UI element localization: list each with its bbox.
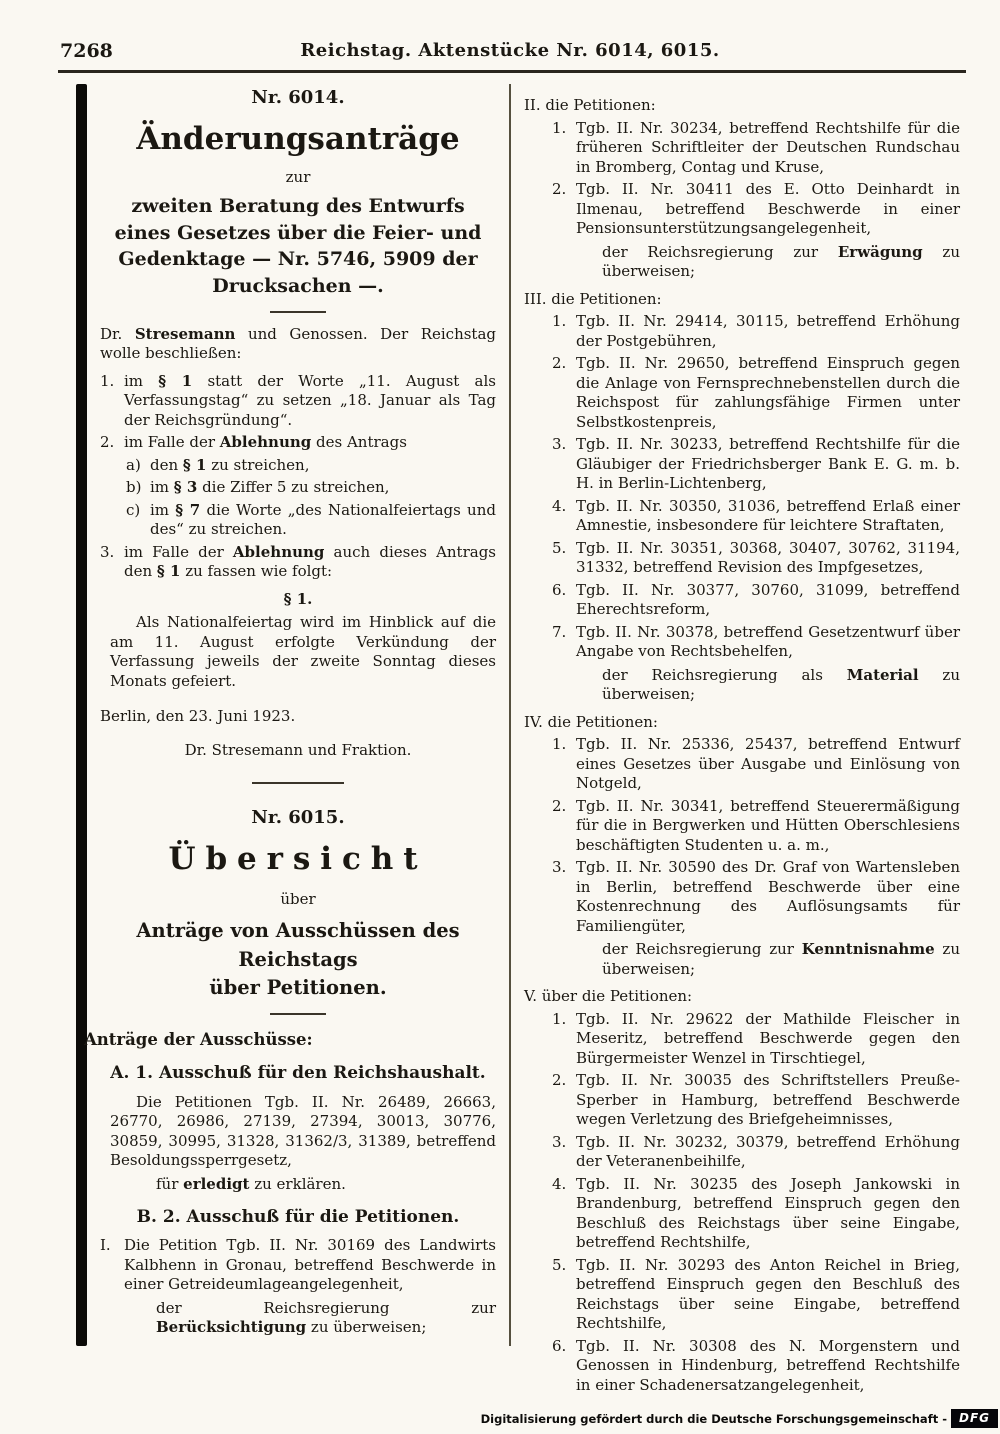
- signature: Dr. Stresemann und Fraktion.: [184, 740, 412, 759]
- petition-item: [100, 1236, 496, 1295]
- petition-item: [552, 119, 960, 178]
- item-number: 5.: [552, 1255, 567, 1274]
- item-text: Tgb. II. Nr. 30035 des Schriftstellers Preuße-Sperber in Hamburg, betreffend Beschwerde wegen Verletzung des Briefgeheimnisses,: [576, 1071, 960, 1128]
- doc-6014-title: Änderungsanträge: [136, 121, 460, 158]
- item-text: Tgb. II. Nr. 30411 des E. Otto Deinhardt in Ilmenau, betreffend Beschwerde in einer Pensionsunterstützungsangelegenheit,: [576, 180, 960, 237]
- petition-item: [552, 858, 960, 936]
- committee-b-resolution: der Reichsregierung zur Berücksichtigung zu überweisen;: [156, 1298, 496, 1337]
- item-number: 3.: [552, 858, 567, 876]
- item-number: 1.: [552, 118, 567, 137]
- paragraph-1-text: Als Nationalfeiertag wird im Hinblick auf die am 11. August erfolgte Verkündung der Verfassung jeweils der zweite Sonntag dieses Monats gefeiert.: [110, 613, 496, 690]
- item-text: Tgb. II. Nr. 30590 des Dr. Graf von Wartensleben in Berlin, betreffend Beschwerde über eine Kostenrechnung des Auflösungsamts für Familiengüter,: [576, 858, 960, 935]
- digitization-footer: [481, 1409, 998, 1428]
- item-number: 2.: [100, 433, 115, 452]
- amendment-item-2: [100, 433, 496, 453]
- right-column: [524, 88, 960, 1398]
- section-resolution: der Reichsregierung als Material zu überweisen;: [602, 665, 960, 703]
- divider-rule: [270, 1013, 326, 1015]
- item-number: 1.: [552, 312, 567, 330]
- section-items: [524, 119, 960, 239]
- doc-6015-number: Nr. 6015.: [251, 807, 345, 829]
- doc-6014: [100, 86, 496, 784]
- item-number: 1.: [552, 735, 567, 753]
- item-text: Tgb. II. Nr. 29414, 30115, betreffend Erhöhung der Postgebühren,: [576, 312, 960, 350]
- item-number: 5.: [552, 538, 567, 557]
- petition-item: [552, 1256, 960, 1334]
- petition-item: [552, 581, 960, 620]
- section-heading: V. über die Petitionen:: [524, 987, 693, 1005]
- petition-item: [552, 1175, 960, 1253]
- doc-6015: [84, 806, 496, 1338]
- item-number: I.: [100, 1236, 111, 1255]
- column-divider: [509, 84, 511, 1346]
- item-text: Tgb. II. Nr. 29622 der Mathilde Fleischer in Meseritz, betreffend Beschwerde gegen den Bürgermeister Wenzel in Tirschtiegel,: [576, 1009, 960, 1067]
- item-text: Tgb. II. Nr. 30341, betreffend Steuerermäßigung für die in Bergwerken und Hütten Oberschlesiens beschäftigten Studenten u. a. m.,: [576, 796, 960, 854]
- item-text: im Falle der Ablehnung auch dieses Antrags den § 1 zu fassen wie folgt:: [124, 542, 496, 581]
- dateline: Berlin, den 23. Juni 1923.: [100, 707, 296, 726]
- item-number: 3.: [552, 1132, 567, 1151]
- item-text: Tgb. II. Nr. 30377, 30760, 31099, betreffend Eherechtsreform,: [576, 580, 960, 618]
- petition-item: [552, 180, 960, 239]
- header-rule: [58, 70, 966, 73]
- petition-item: [552, 1010, 960, 1069]
- item-text: Tgb. II. Nr. 30234, betreffend Rechtshilfe für die früheren Schriftleiter der Deutschen Rundschau in Bromberg, Contag und Kruse,: [576, 118, 960, 176]
- petition-section-V: [524, 987, 960, 1395]
- petition-item: [552, 539, 960, 578]
- digitization-credit: Digitalisierung gefördert durch die Deutsche Forschungsgemeinschaft -: [480, 1411, 947, 1426]
- item-text: Die Petition Tgb. II. Nr. 30169 des Landwirts Kalbhenn in Gronau, betreffend Beschwerde in einer Getreideumlageangelegenheit,: [124, 1236, 496, 1294]
- committee-a-heading: A. 1. Ausschuß für den Reichshaushalt.: [110, 1063, 486, 1084]
- amendment-item-2b: [126, 478, 496, 498]
- item-text: im Falle der Ablehnung des Antrags: [124, 433, 407, 452]
- item-number: c): [126, 500, 141, 519]
- section-items: [524, 312, 960, 662]
- item-text: Tgb. II. Nr. 30378, betreffend Gesetzentwurf über Angabe von Rechtsbehelfen,: [576, 622, 960, 660]
- section-heading: III. die Petitionen:: [524, 289, 662, 308]
- item-text: Tgb. II. Nr. 30350, 31036, betreffend Erlaß einer Amnestie, insbesondere für leichtere Straftaten,: [576, 496, 960, 534]
- item-number: 2.: [552, 180, 567, 198]
- petition-item: [552, 623, 960, 662]
- amendment-item-1: [100, 372, 496, 431]
- petition-item: [552, 497, 960, 536]
- item-text: Tgb. II. Nr. 29650, betreffend Einspruch gegen die Anlage von Fernsprechnebenstellen durch die Reichspost für zahlungsfähige Firmen unter Selbstkostenpreis,: [576, 354, 960, 431]
- doc-6014-subtitle: zweiten Beratung des Entwurfs eines Gesetzes über die Feier- und Gedenktage — Nr. 5746, 5909 der Drucksachen —.: [114, 195, 482, 297]
- divider-rule: [270, 311, 326, 313]
- item-text: Tgb. II. Nr. 30232, 30379, betreffend Erhöhung der Veteranenbeihilfe,: [576, 1132, 960, 1170]
- item-number: 7.: [552, 622, 567, 641]
- item-number: b): [126, 478, 142, 497]
- item-number: 4.: [552, 1174, 567, 1193]
- petition-item: [552, 797, 960, 856]
- item-number: 6.: [552, 1336, 567, 1355]
- item-text: Tgb. II. Nr. 30308 des N. Morgenstern und Genossen in Hindenburg, betreffend Rechtshilfe in einer Schadenersatzangelegenheit,: [576, 1336, 960, 1394]
- item-number: 2.: [552, 796, 567, 815]
- item-text: im § 3 die Ziffer 5 zu streichen,: [150, 478, 390, 497]
- item-number: 2.: [552, 354, 567, 372]
- item-number: 1.: [100, 371, 115, 390]
- page-header: [60, 40, 960, 66]
- petition-item: [552, 435, 960, 494]
- item-number: 6.: [552, 580, 567, 599]
- amendment-item-3: [100, 543, 496, 582]
- petition-item: [552, 735, 960, 794]
- amendment-item-2c: [126, 501, 496, 540]
- item-text: im § 1 statt der Worte „11. August als Verfassungstag“ zu setzen „18. Januar als Tag der Reichsgründung“.: [124, 371, 496, 429]
- item-number: a): [126, 455, 141, 474]
- item-text: Tgb. II. Nr. 30351, 30368, 30407, 30762, 31194, 31332, betreffend Revision des Impfgesetzes,: [576, 538, 960, 576]
- item-number: 2.: [552, 1071, 567, 1089]
- petition-item: [552, 1337, 960, 1396]
- dfg-logo: DFG: [951, 1409, 998, 1428]
- item-text: Tgb. II. Nr. 25336, 25437, betreffend Entwurf eines Gesetzes über Ausgabe und Einlösung von Notgeld,: [576, 735, 960, 792]
- item-text: den § 1 zu streichen,: [150, 455, 310, 474]
- item-text: Tgb. II. Nr. 30235 des Joseph Jankowski in Brandenburg, betreffend Einspruch gegen den Beschluß des Reichstags über seine Eingabe, betreffend Rechtshilfe,: [576, 1174, 960, 1251]
- doc-6015-subtitle-line1: Anträge von Ausschüssen des Reichstags: [136, 919, 460, 971]
- amendment-item-2a: [126, 456, 496, 476]
- petition-section-III: [524, 290, 960, 705]
- petition-section-IV: [524, 713, 960, 980]
- petition-item: [552, 1133, 960, 1172]
- page-header-title: Reichstag. Aktenstücke Nr. 6014, 6015.: [300, 40, 720, 61]
- left-column: [84, 86, 496, 1342]
- doc-6014-intro: Dr. Stresemann und Genossen. Der Reichstag wolle beschließen:: [100, 324, 496, 363]
- page-number: 7268: [60, 40, 113, 62]
- item-text: Tgb. II. Nr. 30233, betreffend Rechtshilfe für die Gläubiger der Friedrichsberger Bank E. G. m. b. H. in Berlin-Lichtenberg,: [576, 435, 960, 492]
- section-heading: II. die Petitionen:: [524, 96, 656, 114]
- scan-edge-bar: [76, 84, 87, 1346]
- section-items: [524, 735, 960, 936]
- item-number: 1.: [552, 1009, 567, 1028]
- section-items: [524, 1010, 960, 1396]
- petition-item: [552, 354, 960, 432]
- petition-item: [552, 1071, 960, 1130]
- section-resolution: der Reichsregierung zur Kenntnisnahme zu überweisen;: [602, 940, 960, 978]
- committee-b-heading: B. 2. Ausschuß für die Petitionen.: [136, 1207, 460, 1228]
- doc-6015-ueber: über: [280, 889, 316, 908]
- paragraph-heading: § 1.: [283, 589, 313, 608]
- doc-6015-subtitle-line2: über Petitionen.: [209, 975, 387, 999]
- doc-6015-title: Übersicht: [168, 841, 428, 878]
- item-number: 3.: [552, 435, 567, 453]
- petition-section-II: [524, 96, 960, 282]
- item-number: 3.: [100, 542, 115, 561]
- committee-a-text: Die Petitionen Tgb. II. Nr. 26489, 26663, 26770, 26986, 27139, 27394, 30013, 30776, 30859, 30995, 31328, 31362/3, 31389, betreffend Besoldungssperrgesetz,: [110, 1092, 496, 1170]
- petition-item: [552, 312, 960, 351]
- item-text: im § 7 die Worte „des Nationalfeiertags und des“ zu streichen.: [150, 500, 496, 539]
- doc-6014-zur: zur: [285, 167, 311, 186]
- committee-a-resolution: für erledigt zu erklären.: [156, 1174, 346, 1193]
- item-text: Tgb. II. Nr. 30293 des Anton Reichel in Brieg, betreffend Einspruch gegen den Beschluß des Reichstags über seine Eingabe, betreffend Rechtshilfe,: [576, 1255, 960, 1332]
- committees-heading: Anträge der Ausschüsse:: [84, 1030, 313, 1050]
- section-resolution: der Reichsregierung zur Erwägung zu überweisen;: [602, 242, 960, 280]
- item-number: 4.: [552, 496, 567, 515]
- section-divider-rule: [252, 782, 344, 784]
- doc-6014-number: Nr. 6014.: [251, 87, 345, 108]
- section-heading: IV. die Petitionen:: [524, 712, 658, 731]
